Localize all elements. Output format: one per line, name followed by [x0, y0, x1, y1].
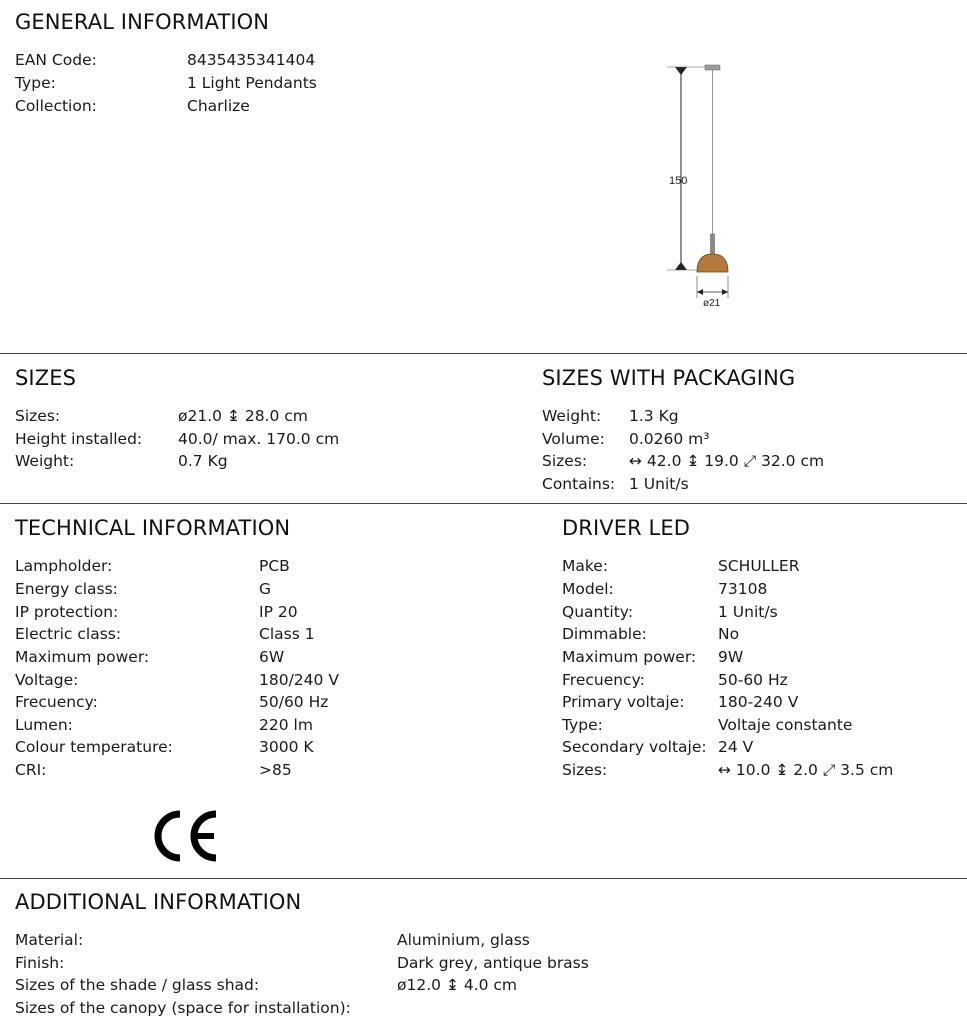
tech-value: G [259, 580, 272, 598]
driver-label: Sizes: [562, 761, 608, 779]
driver-value: Voltaje constante [718, 716, 853, 734]
type-label: Type: [15, 74, 56, 92]
ce-mark-icon [152, 808, 222, 866]
height-label: 150 [669, 175, 688, 187]
sizes-value: ø21.0 ↨ 28.0 cm [178, 407, 308, 425]
driver-label: Frecuency: [562, 671, 645, 689]
tech-value: 3000 K [259, 738, 314, 756]
driver-heading: DRIVER LED [562, 516, 690, 540]
pack-sizes-label: Sizes: [542, 452, 588, 470]
tech-label: Colour temperature: [15, 738, 173, 756]
tech-label: Frecuency: [15, 693, 98, 711]
finish-value: Dark grey, antique brass [397, 954, 589, 972]
ean-label: EAN Code: [15, 51, 97, 69]
driver-label: Primary voltaje: [562, 693, 685, 711]
material-value: Aluminium, glass [397, 931, 530, 949]
pack-weight-label: Weight: [542, 407, 602, 425]
tech-label: CRI: [15, 761, 47, 779]
additional-heading: ADDITIONAL INFORMATION [15, 890, 302, 914]
tech-label: Electric class: [15, 625, 122, 643]
tech-label: Voltage: [15, 671, 79, 689]
tech-label: IP protection: [15, 603, 119, 621]
finish-label: Finish: [15, 954, 65, 972]
sizes-heading: SIZES [15, 366, 77, 390]
driver-value: 180-240 V [718, 693, 799, 711]
pendant-drawing [655, 58, 745, 318]
pack-contains-value: 1 Unit/s [629, 475, 689, 493]
tech-value: IP 20 [259, 603, 298, 621]
driver-label: Maximum power: [562, 648, 697, 666]
tech-value: PCB [259, 557, 290, 575]
driver-value: 50-60 Hz [718, 671, 788, 689]
general-heading: GENERAL INFORMATION [15, 10, 270, 34]
canopy-size-label: Sizes of the canopy (space for installation): [15, 999, 351, 1017]
driver-label: Quantity: [562, 603, 634, 621]
tech-label: Lumen: [15, 716, 73, 734]
tech-value: 6W [259, 648, 285, 666]
tech-value: >85 [259, 761, 292, 779]
diameter-label: ø21 [703, 298, 721, 309]
shade-size-label: Sizes of the shade / glass shad: [15, 976, 260, 994]
technical-heading: TECHNICAL INFORMATION [15, 516, 291, 540]
pack-weight-value: 1.3 Kg [629, 407, 679, 425]
pack-contains-label: Contains: [542, 475, 616, 493]
driver-value: 73108 [718, 580, 768, 598]
shade-size-value: ø12.0 ↨ 4.0 cm [397, 976, 518, 994]
driver-label: Secondary voltaje: [562, 738, 707, 756]
divider-2 [0, 503, 967, 504]
ean-value: 8435435341404 [187, 51, 316, 69]
driver-value: 1 Unit/s [718, 603, 778, 621]
pack-volume-label: Volume: [542, 430, 605, 448]
tech-value: Class 1 [259, 625, 315, 643]
height-installed-value: 40.0/ max. 170.0 cm [178, 430, 340, 448]
driver-value: SCHULLER [718, 557, 800, 575]
driver-value: No [718, 625, 740, 643]
weight-value: 0.7 Kg [178, 452, 228, 470]
driver-label: Type: [562, 716, 603, 734]
divider-1 [0, 353, 967, 354]
collection-label: Collection: [15, 97, 97, 115]
sizes-label: Sizes: [15, 407, 61, 425]
driver-label: Model: [562, 580, 614, 598]
height-installed-label: Height installed: [15, 430, 143, 448]
pack-volume-value: 0.0260 m³ [629, 430, 710, 448]
tech-label: Energy class: [15, 580, 118, 598]
tech-label: Maximum power: [15, 648, 150, 666]
collection-value: Charlize [187, 97, 250, 115]
tech-label: Lampholder: [15, 557, 113, 575]
tech-value: 180/240 V [259, 671, 339, 689]
pendant-shade [697, 254, 728, 272]
material-label: Material: [15, 931, 84, 949]
tech-value: 220 lm [259, 716, 313, 734]
tech-value: 50/60 Hz [259, 693, 329, 711]
divider-3 [0, 878, 967, 879]
driver-value: ↔ 10.0 ↨ 2.0 ⤢ 3.5 cm [718, 761, 894, 779]
weight-label: Weight: [15, 452, 75, 470]
driver-value: 24 V [718, 738, 754, 756]
driver-value: 9W [718, 648, 744, 666]
packaging-heading: SIZES WITH PACKAGING [542, 366, 796, 390]
driver-label: Make: [562, 557, 609, 575]
type-value: 1 Light Pendants [187, 74, 317, 92]
driver-label: Dimmable: [562, 625, 647, 643]
pack-sizes-value: ↔ 42.0 ↨ 19.0 ⤢ 32.0 cm [629, 452, 825, 470]
